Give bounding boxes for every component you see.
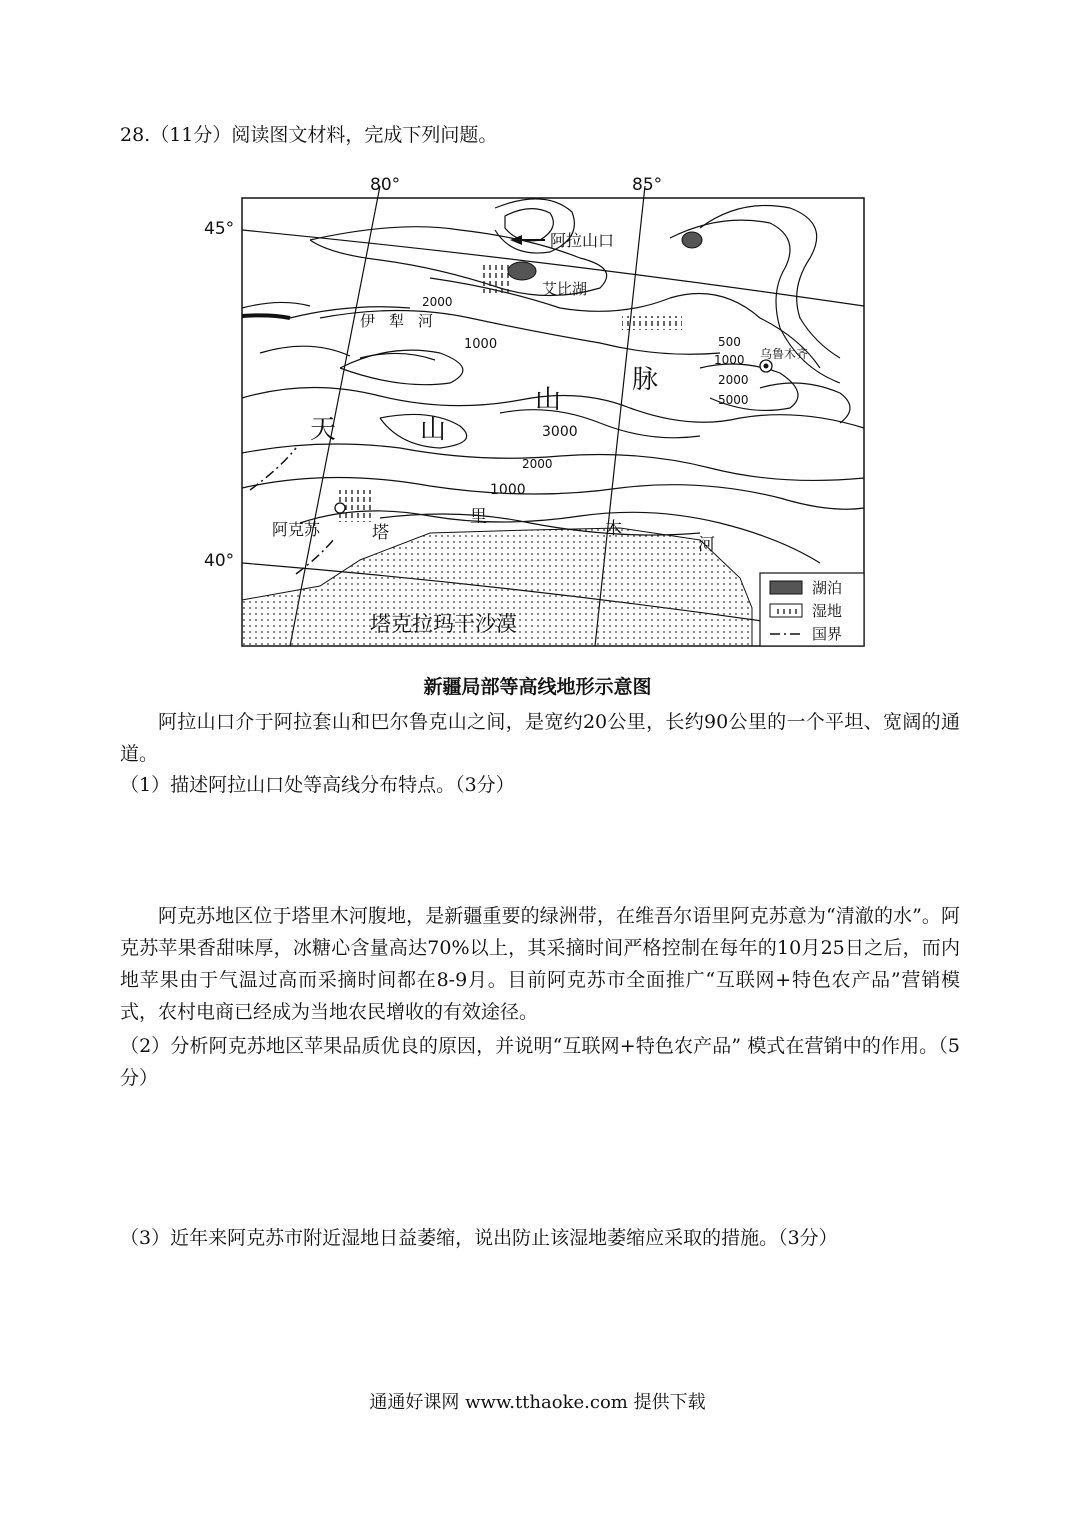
contour-label: 5000: [718, 393, 749, 407]
label-lake: 艾比湖: [542, 280, 588, 298]
question-3: （3）近年来阿克苏市附近湿地日益萎缩，说出防止该湿地萎缩应采取的措施。（3分）: [120, 1227, 838, 1249]
map-legend: [760, 573, 864, 646]
contour-map-figure: [200, 168, 880, 653]
wetland-east: [622, 316, 682, 330]
contour-label: 1000: [490, 482, 526, 498]
label-aksu: 阿克苏: [272, 520, 321, 539]
contour-label: 1000: [464, 337, 498, 352]
question-2: （2）分析阿克苏地区苹果品质优良的原因，并说明“互联网+特色农产品” 模式在营销中的作用。（5分）: [120, 1035, 960, 1089]
legend-lake-label: 湖泊: [812, 579, 843, 597]
label-shan: 山: [420, 415, 447, 445]
label-shan-2: 山: [535, 385, 562, 415]
contour-label: 3000: [542, 424, 578, 440]
label-tarim-3: 木: [605, 519, 622, 539]
contour-label: 2000: [422, 295, 453, 309]
contour-label: 1000: [714, 353, 745, 367]
footer: 通通好课网 www.tthaoke.com 提供下载: [369, 1392, 706, 1413]
lon-label-85: 85°: [632, 175, 663, 195]
figure-caption: 新疆局部等高线地形示意图: [423, 676, 652, 698]
label-mai: 脉: [632, 365, 659, 395]
lat-label-45: 45°: [204, 219, 235, 239]
lake-northeast: [682, 232, 702, 248]
lat-label-40: 40°: [204, 551, 235, 571]
passage-2: 阿克苏地区位于塔里木河腹地，是新疆重要的绿洲带，在维吾尔语里阿克苏意为“清澈的水”。阿克苏苹果香甜味厚，冰糖心含量高达70%以上，其采摘时间严格控制在每年的10月25日之后，而内地苹果由于气温过高而采摘时间都在8-9月。目前阿克苏市全面推广“互联网+特色农产品”营销模式，农村电商已经成为当地农民增收的有效途径。: [120, 905, 960, 1023]
label-pass: 阿拉山口: [550, 231, 615, 250]
intro-paragraph: 阿拉山口介于阿拉套山和巴尔鲁克山之间，是宽约20公里，长约90公里的一个平坦、宽阔的通道。: [120, 711, 960, 765]
label-desert: 塔克拉玛干沙漠: [370, 612, 517, 636]
question-1: （1）描述阿拉山口处等高线分布特点。（3分）: [120, 774, 515, 796]
legend-border-label: 国界: [812, 625, 843, 643]
contour-label: 2000: [718, 373, 749, 387]
contour-map: [200, 168, 880, 653]
label-yili-river: 伊犁河: [360, 312, 448, 330]
label-tarim-2: 里: [470, 507, 487, 527]
label-urumqi: 乌鲁木齐: [760, 347, 809, 361]
lake-ebinur: [508, 262, 536, 280]
lon-label-80: 80°: [370, 175, 401, 195]
wetland-ebinur: [482, 263, 512, 293]
legend-wetland-label: 湿地: [812, 602, 843, 620]
label-tarim-4: 河: [698, 535, 715, 555]
legend-lake-swatch: [770, 581, 802, 594]
contour-label: 500: [718, 335, 741, 349]
label-tian: 天: [310, 415, 337, 445]
label-tarim-1: 塔: [372, 523, 389, 543]
question-header: 28.（11分）阅读图文材料，完成下列问题。: [120, 124, 498, 146]
aksu-marker: [335, 503, 345, 513]
contour-label: 2000: [522, 457, 553, 471]
